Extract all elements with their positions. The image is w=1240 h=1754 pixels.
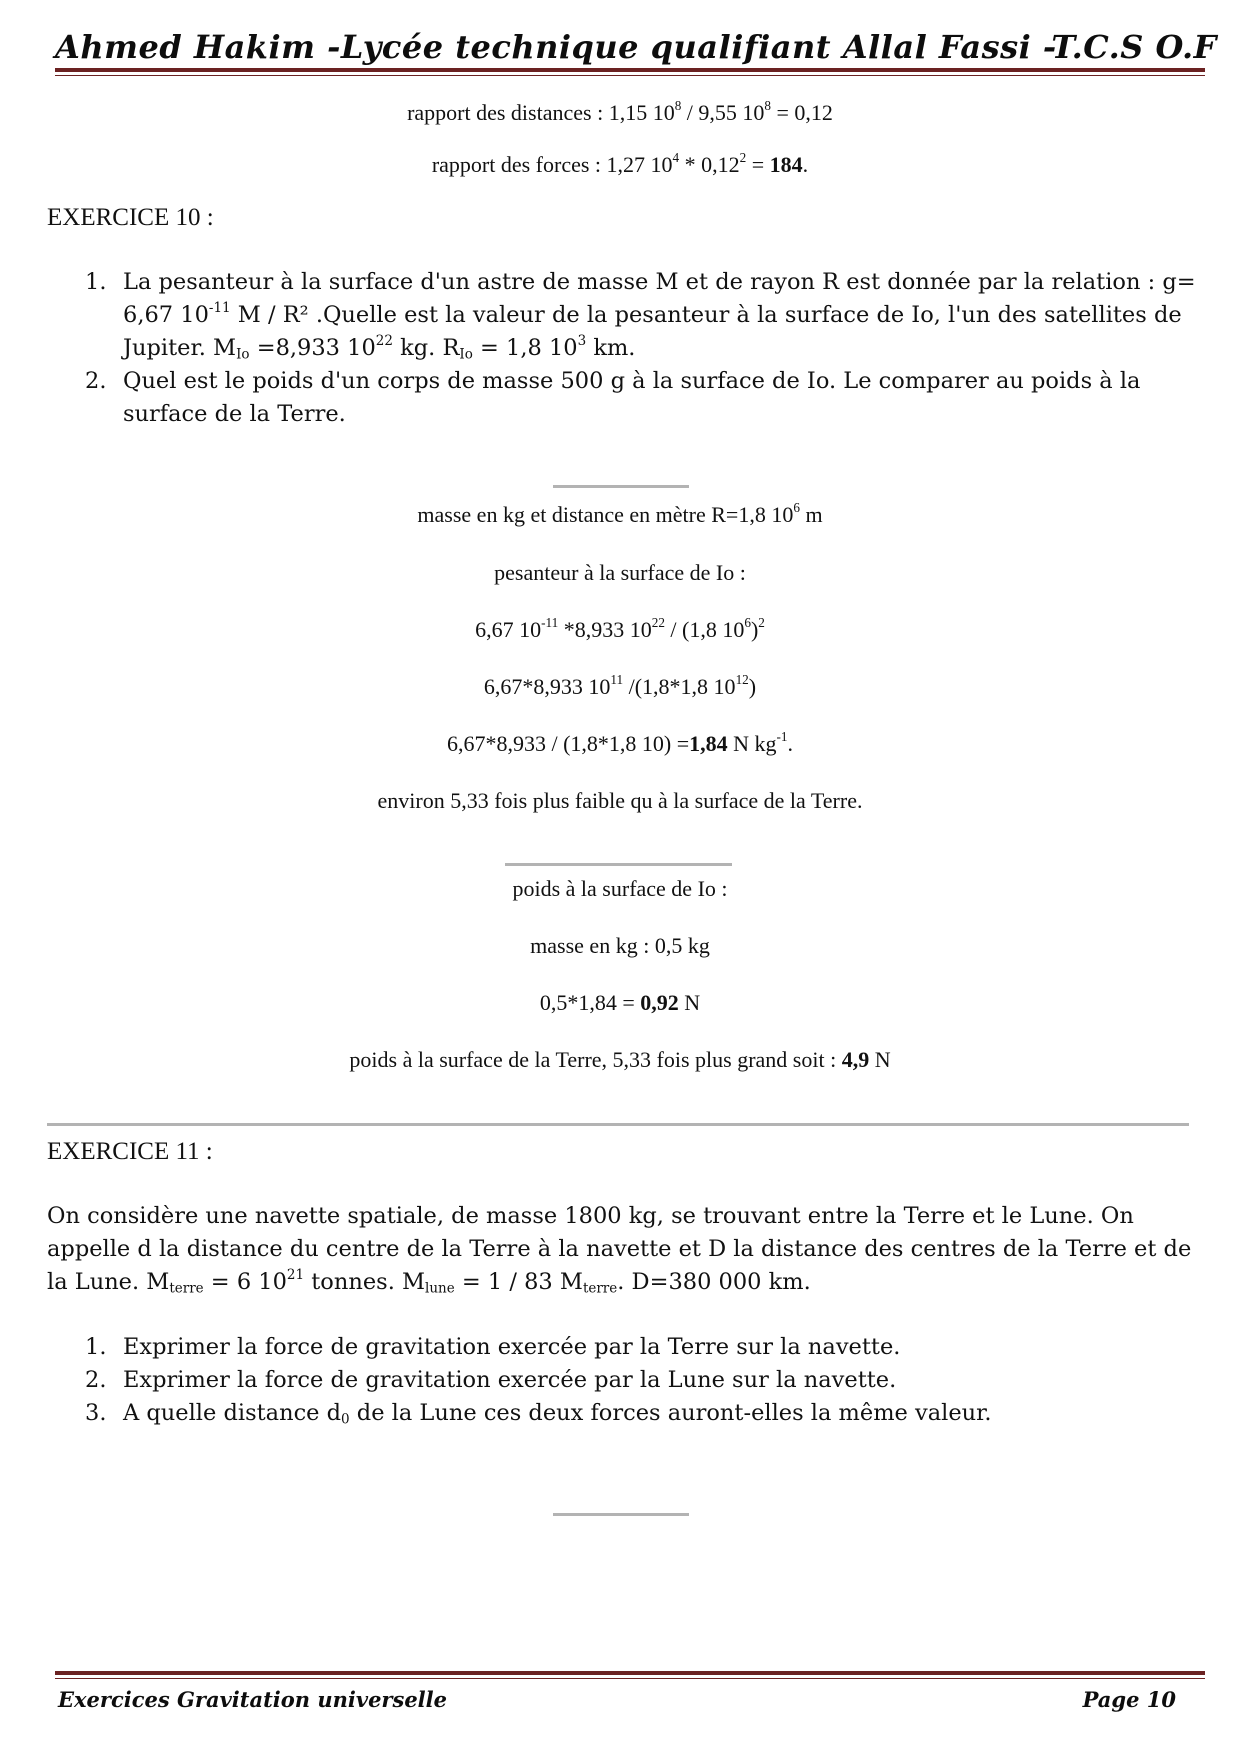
solution-10-line-9: 0,5*1,84 = 0,92 N: [539, 990, 701, 1015]
footer-rule-thin: [55, 1678, 1205, 1679]
exercise-11-questions: [47, 1331, 1197, 1430]
separator-line: [553, 485, 689, 488]
footer-page-number: Page 10: [1082, 1687, 1176, 1712]
section-separator: [47, 1123, 1189, 1126]
exercise-11-title: EXERCICE 11 :: [47, 1138, 213, 1165]
header-rule-thin: [55, 75, 1205, 76]
solution-force-ratio: rapport des forces : 1,27 $10^4 * 0,12^2 = 184$.: [431, 150, 809, 177]
exercise-11-question-2: 2. Exprimer la force de gravitation exercée par la Lune sur la navette.: [85, 1367, 897, 1393]
solution-10-line-1: masse en kg et distance en mètre R=1,8 $10^6$ m: [417, 500, 823, 527]
footer-document-title: Exercices Gravitation universelle: [58, 1687, 447, 1712]
solution-10-line-6: environ 5,33 fois plus faible qu à la surface de la Terre.: [377, 788, 863, 813]
separator-line: [553, 1513, 689, 1516]
exercise-11-question-3: 3. A quelle distance $d_0$ de la Lune ces deux forces auront-elles la même valeur.: [85, 1400, 992, 1428]
exercise-10-questions: [47, 266, 1197, 431]
solution-10-line-2: pesanteur à la surface de Io :: [494, 560, 746, 585]
separator-line: [505, 863, 732, 866]
solution-10-line-4: 6,67*8,933 $10^{11}$ /(1,8*1,8 $10^{12}$): [483, 672, 757, 699]
exercise-10-question-1: 1. La pesanteur à la surface d'un astre de masse M et de rayon R est donnée par la relation : g= 6,67 $10^{-11}$ M / R² .Quelle est la valeur de la pesanteur à la surface de Io, l'un des satellites de Jupiter. $M_{Io} =8,933$ $10^{22}$ kg. $R_{Io} = 1,8$ $10^3$ km.: [85, 269, 1196, 363]
solution-10-line-8: masse en kg : 0,5 kg: [530, 933, 710, 958]
solution-10-line-5: 6,67*8,933 / (1,8*1,8 10) =1,84 N $kg^{-1}$.: [446, 729, 794, 756]
solution-distance-ratio: rapport des distances : 1,15 $10^8 / 9,55$ $10^8 = 0,12$: [407, 98, 833, 125]
exercise-11-intro: On considère une navette spatiale, de masse 1800 kg, se trouvant entre la Terre et le Lune. On appelle d la distance du centre de la Terre à la navette et D la distance des centres de la Terre et de la Lune. $M_{terre} = 6$ $10^{21}$ tonnes. $M_{lune} = 1 / 83$ $M_{terre}$. D=380 000 km.: [47, 1203, 1192, 1297]
footer-rule-thick: [55, 1671, 1205, 1675]
solution-10-line-3: 6,67 $10^{-11}$ *8,933 $10^{22} / (1,8$ $10^6)^2$: [475, 615, 765, 642]
exercise-10-question-2: 2. Quel est le poids d'un corps de masse 500 g à la surface de Io. Le comparer au poids à la surface de la Terre.: [85, 368, 1141, 427]
solution-10-line-7: poids à la surface de Io :: [512, 876, 728, 901]
header-rule-thick: [55, 68, 1205, 72]
exercise-11-question-1: 1. Exprimer la force de gravitation exercée par la Terre sur la navette.: [85, 1334, 901, 1360]
solution-10-line-10: poids à la surface de la Terre, 5,33 fois plus grand soit : 4,9 N: [349, 1047, 891, 1072]
page-header-title: Ahmed Hakim -Lycée technique qualifiant Allal Fassi -T.C.S O.F: [55, 28, 1217, 66]
exercise-10-title: EXERCICE 10 :: [47, 204, 214, 231]
